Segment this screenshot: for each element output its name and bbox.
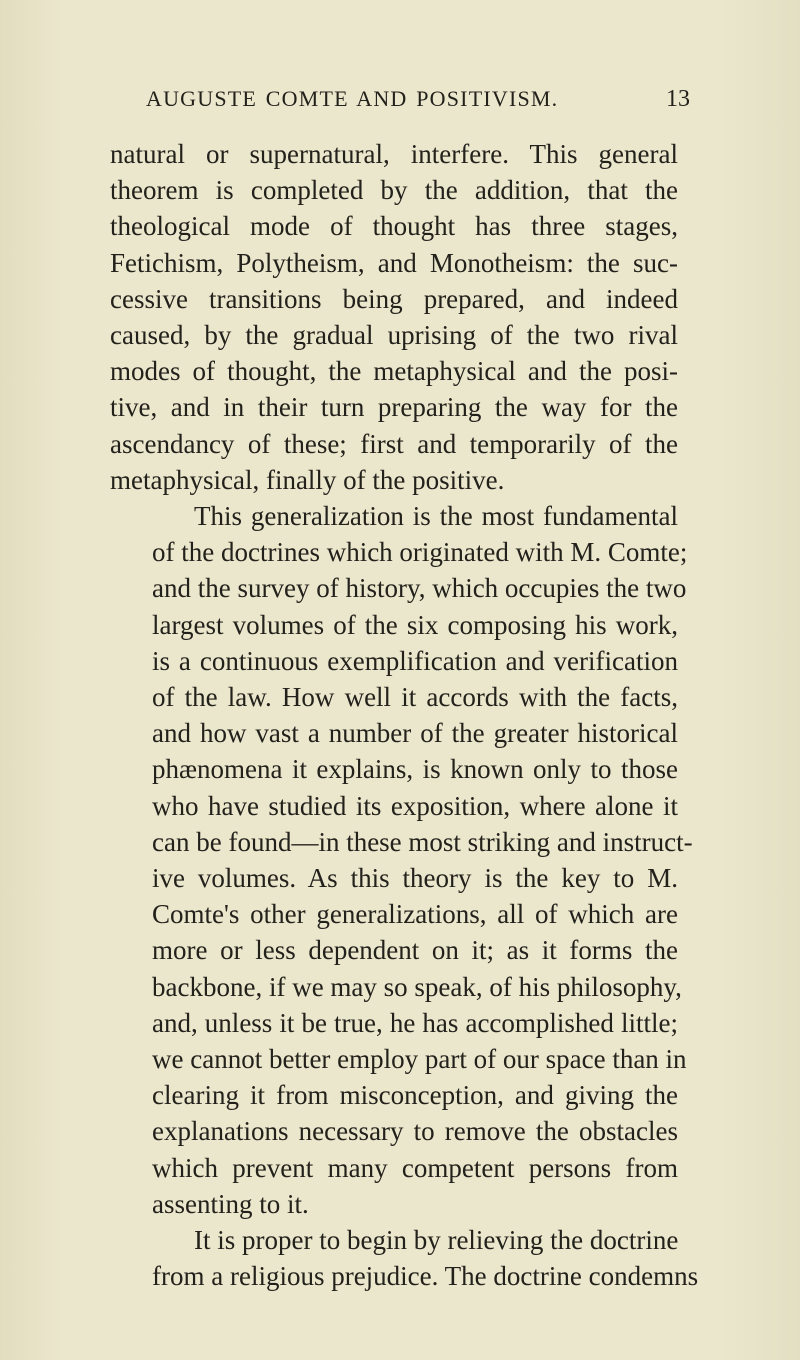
text-line: Comte's other generalizations, all of which are [152, 899, 678, 930]
text-line: which prevent many competent persons from [152, 1152, 678, 1183]
text-line: ascendancy of these; first and temporarily of the [110, 428, 678, 459]
text-line: natural or supernatural, interfere. This general [110, 139, 678, 169]
running-header [110, 0, 690, 112]
paragraph-3 [110, 1222, 699, 1294]
text-line: caused, by the gradual uprising of the two rival [110, 320, 678, 351]
body-text [110, 136, 699, 1295]
text-line: of the doctrines which originated with M. Comte; [152, 537, 688, 568]
text-line: metaphysical, finally of the positive. [110, 464, 505, 495]
text-line: largest volumes of the six composing his work, [152, 609, 678, 640]
text-line: more or less dependent on it; as it forms the [152, 935, 678, 966]
text-line: from a religious prejudice. The doctrine condemns [152, 1261, 699, 1292]
text-line: modes of thought, the metaphysical and the posi- [110, 356, 678, 387]
text-line: we cannot better employ part of our space than in [152, 1044, 687, 1075]
text-line: explanations necessary to remove the obstacles [152, 1116, 678, 1147]
text-line: can be found—in these most striking and instruct- [152, 826, 693, 857]
text-line: cessive transitions being prepared, and indeed [110, 283, 678, 314]
text-line: It is proper to begin by relieving the doctrine [194, 1225, 679, 1256]
text-line: of the law. How well it accords with the facts, [152, 682, 678, 713]
page-number: 13 [666, 86, 690, 112]
paragraph-1 [110, 136, 678, 498]
text-line: Fetichism, Polytheism, and Monotheism: the suc- [110, 247, 678, 278]
running-title: AUGUSTE COMTE AND POSITIVISM. [146, 86, 559, 111]
text-line: clearing it from misconception, and giving the [152, 1080, 678, 1111]
text-line: assenting to it. [152, 1188, 309, 1219]
text-line: is a continuous exemplification and verification [152, 645, 678, 676]
text-line: and how vast a number of the greater historical [152, 718, 678, 749]
text-line: This generalization is the most fundamental [194, 501, 678, 532]
text-line: ive volumes. As this theory is the key to M. [152, 863, 678, 894]
text-line: and the survey of history, which occupies the two [152, 573, 687, 604]
text-line: phænomena it explains, is known only to those [152, 754, 678, 785]
text-line: and, unless it be true, he has accomplished little; [152, 1007, 678, 1038]
paragraph-2 [110, 498, 693, 1222]
text-line: theological mode of thought has three stages, [110, 211, 678, 242]
text-line: theorem is completed by the addition, that the [110, 175, 678, 206]
text-line: backbone, if we may so speak, of his philosophy, [152, 971, 682, 1002]
text-line: who have studied its exposition, where alone it [152, 790, 678, 821]
text-line: tive, and in their turn preparing the way for the [110, 392, 678, 423]
